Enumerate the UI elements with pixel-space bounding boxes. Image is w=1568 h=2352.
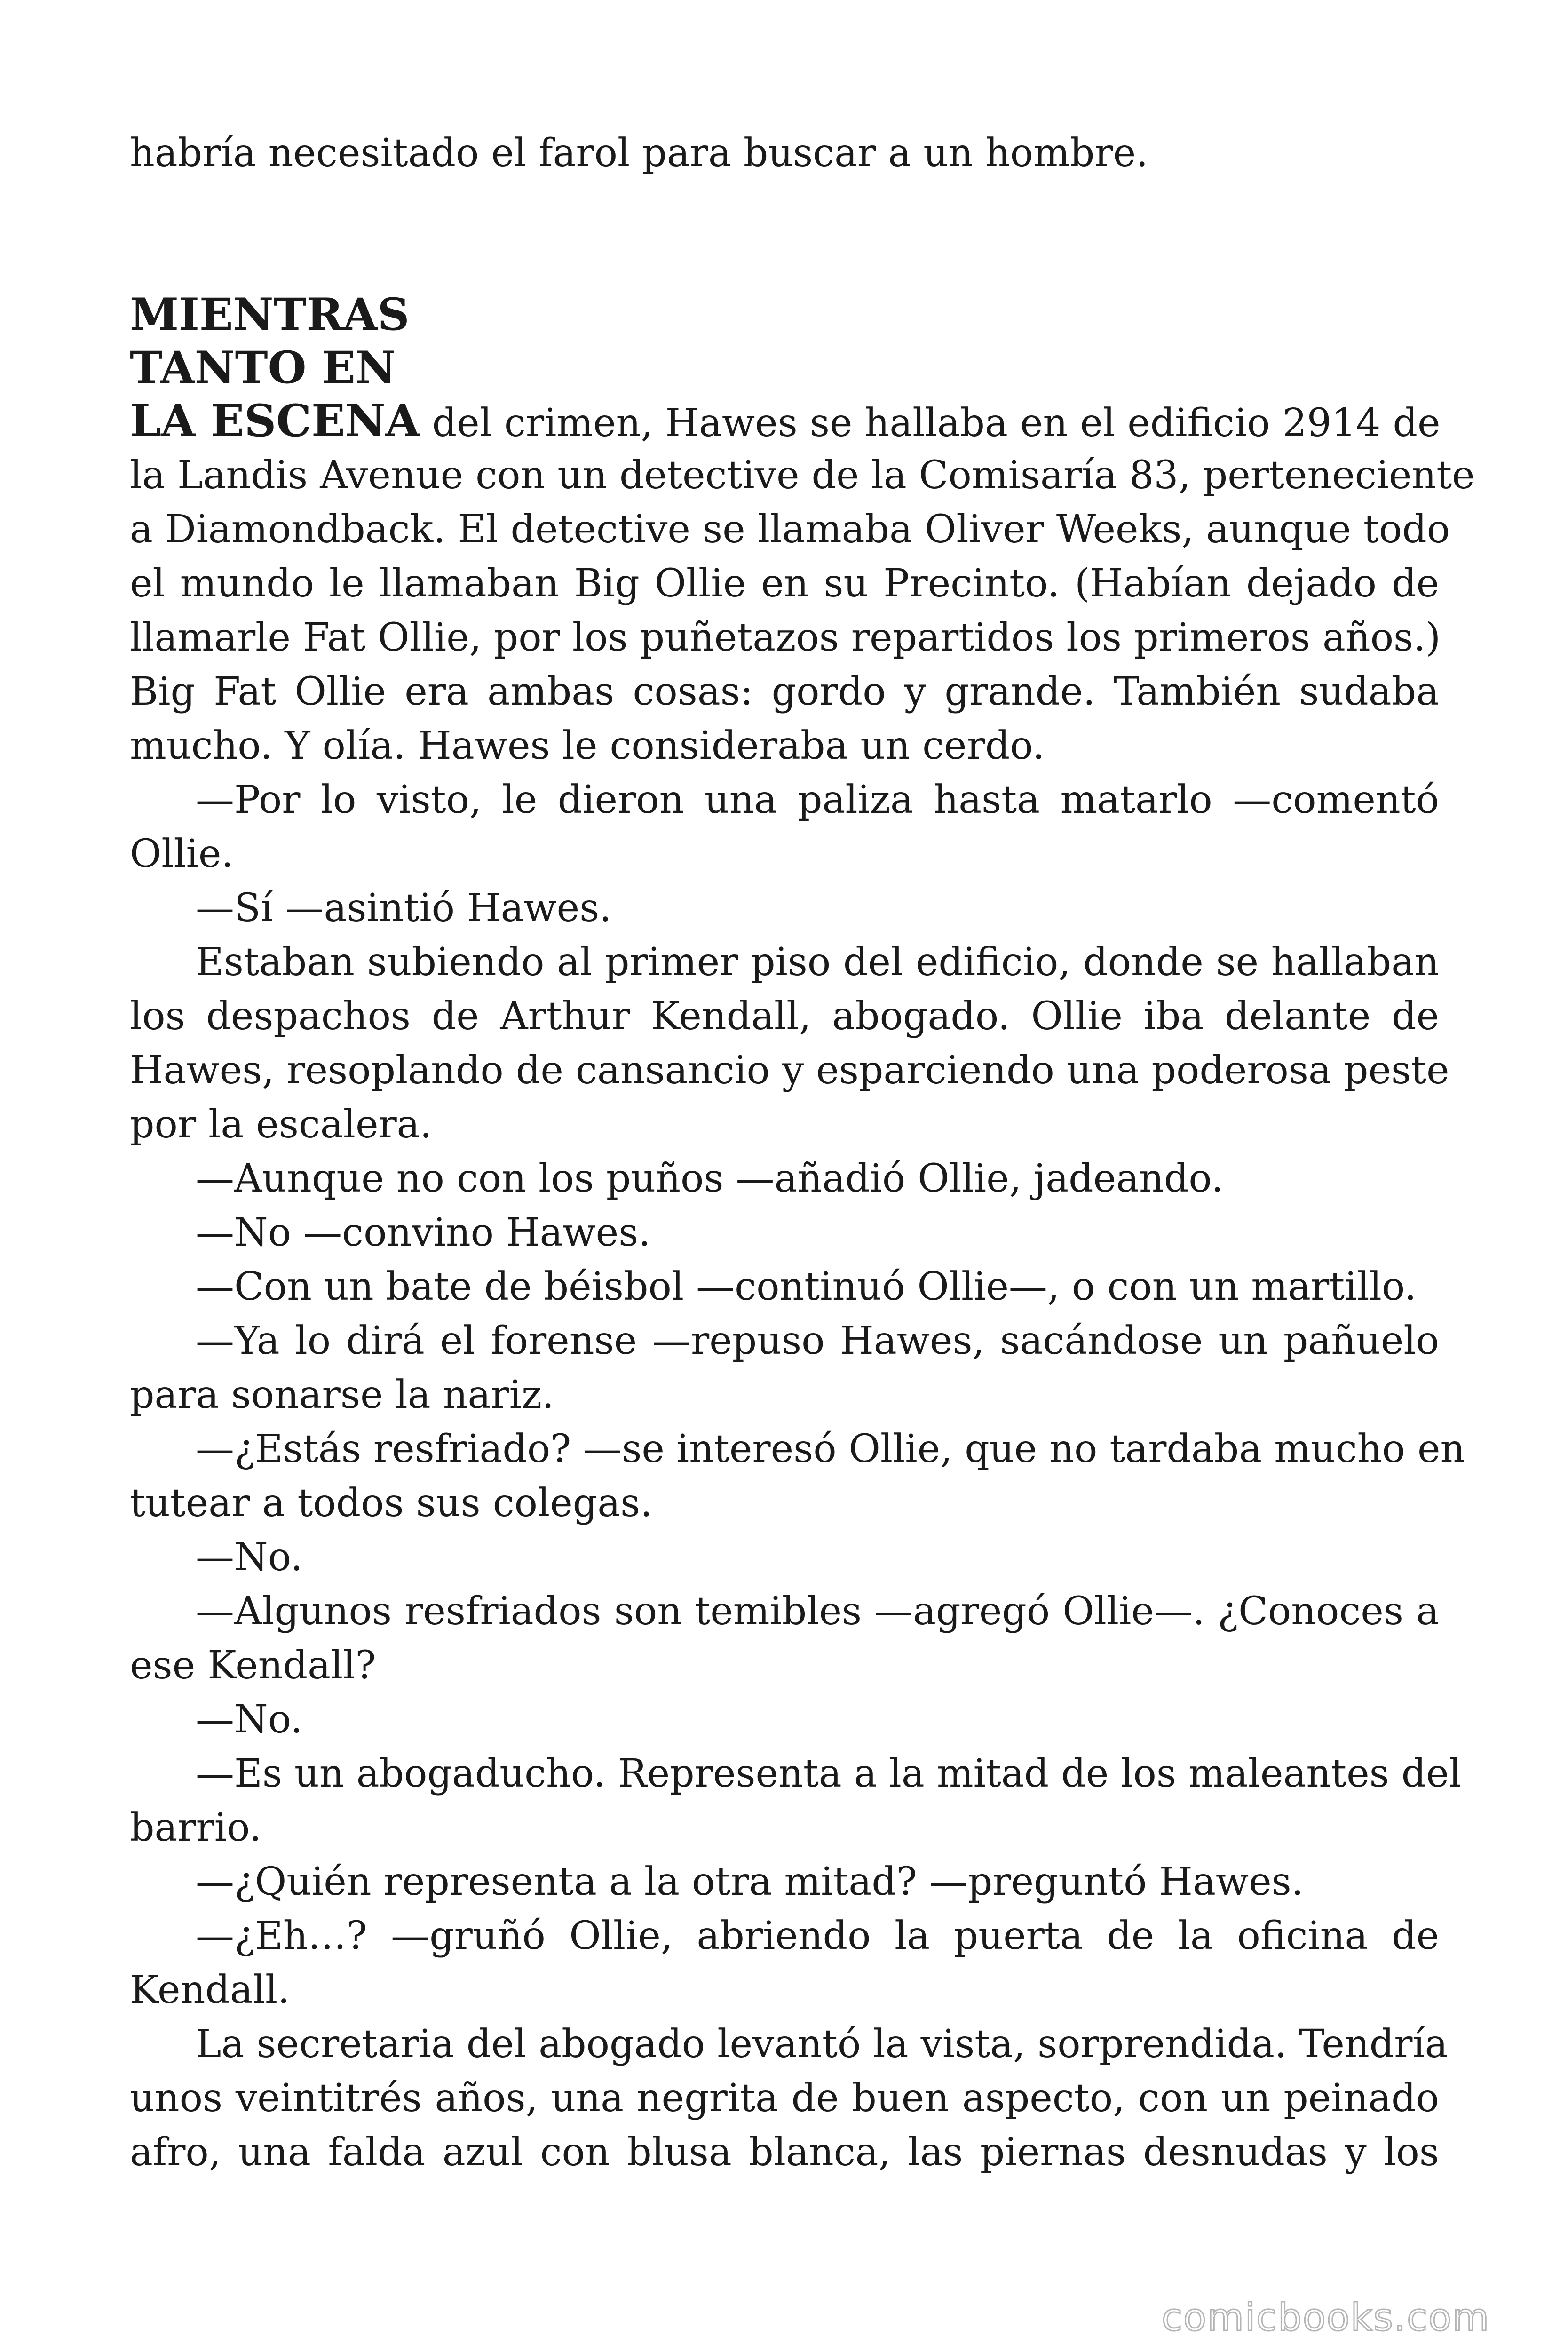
paragraph-line: afro, una falda azul con blusa blanca, las piernas desnudas y los [130, 2130, 1439, 2175]
paragraph-line: mucho. Y olía. Hawes le consideraba un cerdo. [130, 723, 1045, 768]
dialogue-line: barrio. [130, 1805, 261, 1850]
watermark: comicbooks.com [1162, 2296, 1490, 2339]
dialogue-line: —Sí —asintió Hawes. [196, 886, 612, 930]
paragraph-line: Estaban subiendo al primer piso del edificio, donde se hallaban [196, 940, 1439, 985]
section-heading-line-2: TANTO EN [130, 342, 396, 394]
paragraph-line: la Landis Avenue con un detective de la Comisaría 83, perteneciente [130, 453, 1475, 498]
dialogue-line: Ollie. [130, 832, 234, 876]
dialogue-line: —¿Quién representa a la otra mitad? —preguntó Hawes. [196, 1859, 1304, 1904]
dialogue-line: —Algunos resfriados son temibles —agregó Ollie—. ¿Conoces a [196, 1589, 1439, 1634]
paragraph-line: Big Fat Ollie era ambas cosas: gordo y grande. También sudaba [130, 669, 1439, 714]
section-heading-lead-in: LA ESCENA [130, 395, 420, 447]
dialogue-line: para sonarse la nariz. [130, 1373, 554, 1417]
dialogue-line: Kendall. [130, 1968, 290, 2012]
dialogue-line: —¿Estás resfriado? —se interesó Ollie, que no tardaba mucho en [196, 1427, 1465, 1471]
paragraph-line: Hawes, resoplando de cansancio y esparciendo una poderosa peste [130, 1048, 1449, 1093]
dialogue-line: —No —convino Hawes. [196, 1210, 651, 1255]
paragraph-line: a Diamondback. El detective se llamaba Oliver Weeks, aunque todo [130, 507, 1450, 552]
dialogue-line: ese Kendall? [130, 1643, 376, 1688]
dialogue-line: —Con un bate de béisbol —continuó Ollie—, o con un martillo. [196, 1264, 1417, 1309]
section-heading-line-1: MIENTRAS [130, 289, 410, 341]
paragraph-line: La secretaria del abogado levantó la vista, sorprendida. Tendría [196, 2022, 1448, 2066]
dialogue-line: —Es un abogaducho. Representa a la mitad de los maleantes del [196, 1751, 1462, 1796]
dialogue-line: —Aunque no con los puños —añadió Ollie, jadeando. [196, 1156, 1224, 1201]
dialogue-line: —Ya lo dirá el forense —repuso Hawes, sacándose un pañuelo [196, 1319, 1439, 1363]
paragraph-line: por la escalera. [130, 1102, 432, 1147]
paragraph-line: LA ESCENA del crimen, Hawes se hallaba en el edificio 2914 de [130, 395, 1441, 447]
paragraph-line: unos veintitrés años, una negrita de buen aspecto, con un peinado [130, 2076, 1439, 2121]
paragraph-line: habría necesitado el farol para buscar a un hombre. [130, 131, 1148, 175]
dialogue-line: —No. [196, 1535, 303, 1580]
dialogue-line: —Por lo visto, le dieron una paliza hasta matarlo —comentó [196, 778, 1439, 822]
dialogue-line: —No. [196, 1697, 303, 1742]
paragraph-line: el mundo le llamaban Big Ollie en su Precinto. (Habían dejado de [130, 561, 1439, 606]
dialogue-line: —¿Eh…? —gruñó Ollie, abriendo la puerta de la oficina de [196, 1914, 1439, 1958]
dialogue-line: tutear a todos sus colegas. [130, 1481, 653, 1526]
paragraph-line: los despachos de Arthur Kendall, abogado. Ollie iba delante de [130, 994, 1439, 1039]
paragraph-line: llamarle Fat Ollie, por los puñetazos repartidos los primeros años.) [130, 615, 1441, 660]
